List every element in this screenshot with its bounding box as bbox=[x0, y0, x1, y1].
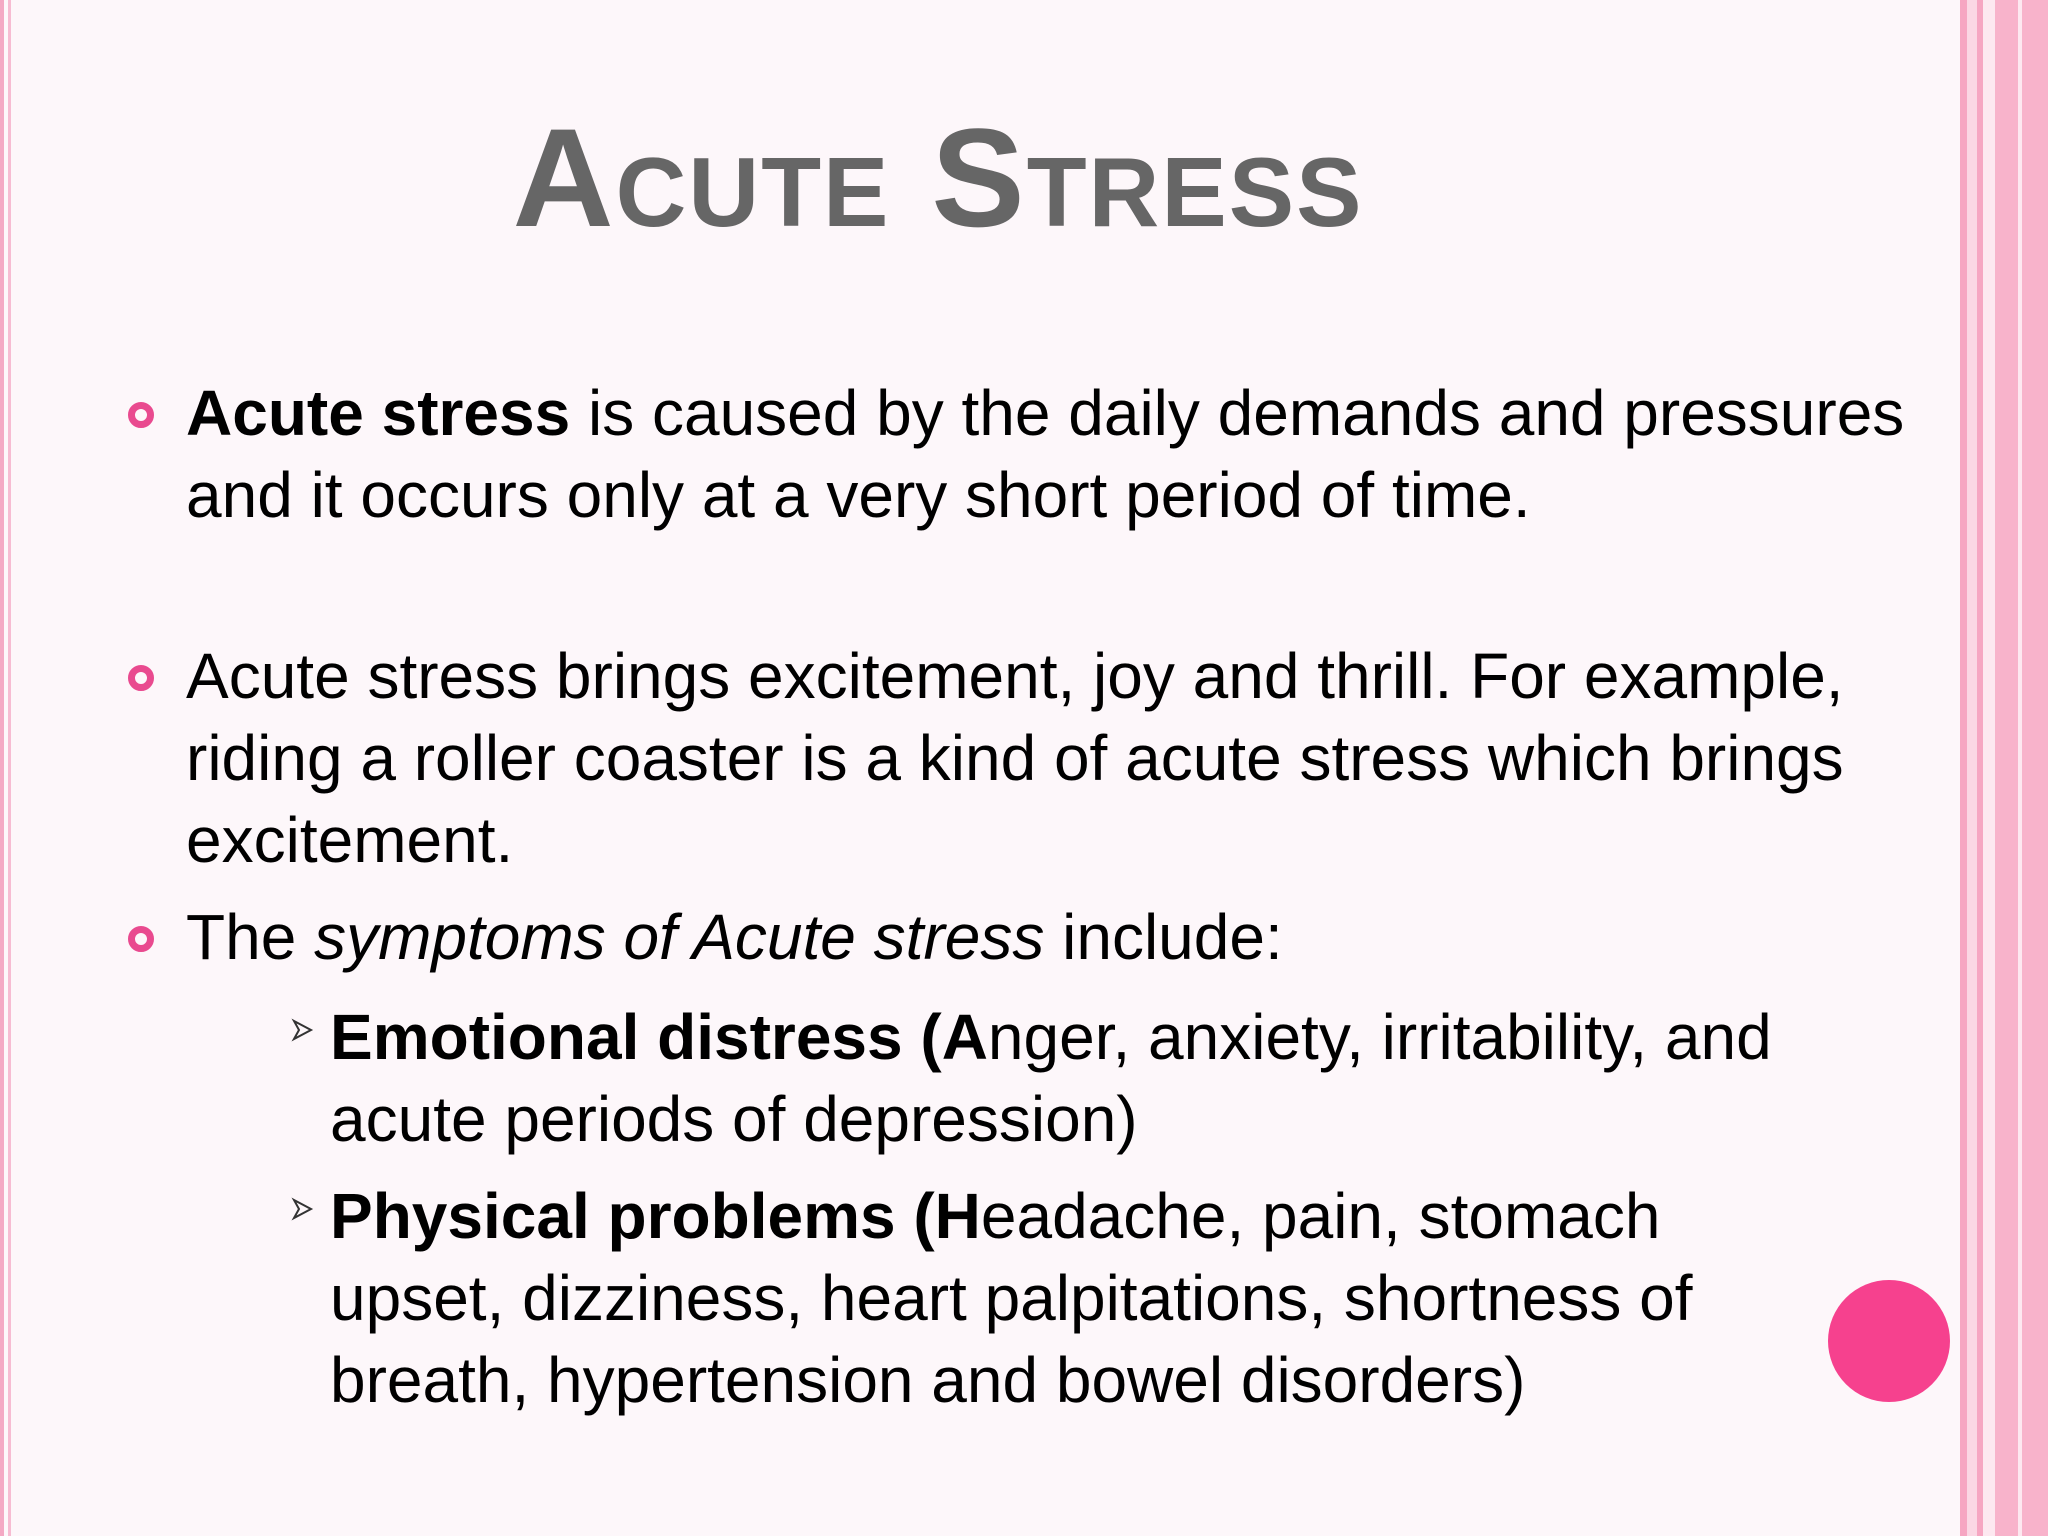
bullet-text bbox=[186, 372, 1906, 536]
sub-bullet-bold: Physical problems (H bbox=[330, 1180, 981, 1252]
sub-bullet-text bbox=[330, 1175, 1830, 1421]
bullet-bold: Acute stress bbox=[186, 377, 571, 449]
sub-bullet-bold: Emotional distress (A bbox=[330, 1001, 988, 1073]
bullet-suffix: include: bbox=[1044, 901, 1283, 973]
sub-bullet-text bbox=[330, 996, 1830, 1160]
arrowhead-bullet-icon bbox=[290, 1018, 314, 1042]
bullet-prefix: The bbox=[186, 901, 315, 973]
ring-bullet-icon bbox=[128, 926, 154, 952]
bullet-text: Acute stress brings excitement, joy and thrill. For example, riding a roller coaster is a kind of acute stress which brings excitement. bbox=[186, 640, 1844, 876]
arrowhead-bullet-icon bbox=[290, 1197, 314, 1221]
ring-bullet-icon bbox=[128, 665, 154, 691]
sub-bullet-body: eadache, pain, stomach upset, dizziness, heart palpitations, shortness of breath, hypertension and bowel disorders) bbox=[330, 1180, 1693, 1416]
slide-title: Acute Stress bbox=[512, 99, 1364, 256]
right-stripes bbox=[1960, 0, 2048, 1536]
ring-bullet-icon bbox=[128, 402, 154, 428]
sub-bullet-body: nger, anxiety, irritability, and acute periods of depression) bbox=[330, 1001, 1772, 1155]
bullet-text bbox=[186, 896, 1906, 978]
pink-circle-decoration bbox=[1828, 1280, 1950, 1402]
bullet-body: is caused by the daily demands and pressures and it occurs only at a very short period of time. bbox=[186, 377, 1905, 531]
bullet-italic: symptoms of Acute stress bbox=[314, 901, 1045, 973]
